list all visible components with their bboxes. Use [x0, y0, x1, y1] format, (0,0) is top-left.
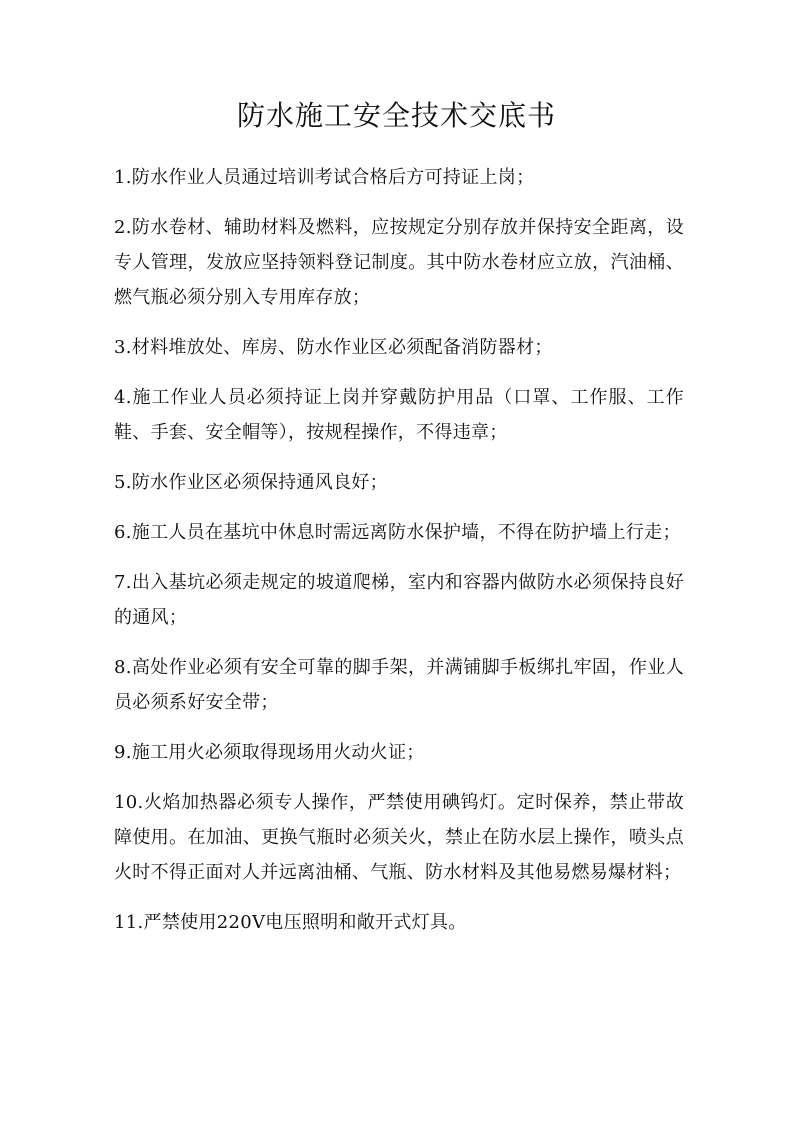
paragraph-8: 8.高处作业必须有安全可靠的脚手架，并满铺脚手板绑扎牢固，作业人员必须系好安全带；	[114, 657, 684, 713]
paragraph-6: 6.施工人员在基坑中休息时需远离防水保护墙，不得在防护墙上行走；	[114, 522, 681, 543]
paragraph-7: 7.出入基坑必须走规定的坡道爬梯，室内和容器内做防水必须保持良好的通风；	[114, 572, 684, 628]
paragraph-11: 11.严禁使用220V电压照明和敞开式灯具。	[114, 912, 467, 933]
paragraph-4: 4.施工作业人员必须持证上岗并穿戴防护用品（口罩、工作服、工作鞋、手套、安全帽等），按规程操作，不得违章；	[114, 387, 684, 443]
paragraph-1: 1.防水作业人员通过培训考试合格后方可持证上岗；	[114, 167, 535, 188]
document-title: 防水施工安全技术交底书	[236, 99, 556, 132]
paragraph-10: 10.火焰加热器必须专人操作，严禁使用碘钨灯。定时保养，禁止带故障使用。在加油、更换气瓶时必须关火，禁止在防水层上操作，喷头点火时不得正面对人并远离油桶、气瓶、防水材料及其他易燃易爆材料；	[114, 792, 684, 883]
document-body	[114, 160, 684, 955]
paragraph-3: 3.材料堆放处、库房、防水作业区必须配备消防器材；	[114, 337, 553, 358]
paragraph-2: 2.防水卷材、辅助材料及燃料，应按规定分别存放并保持安全距离，设专人管理，发放应坚持领料登记制度。其中防水卷材应立放，汽油桶、燃气瓶必须分别入专用库存放；	[114, 217, 684, 308]
paragraph-5: 5.防水作业区必须保持通风良好；	[114, 472, 388, 493]
paragraph-9: 9.施工用火必须取得现场用火动火证；	[114, 742, 425, 763]
